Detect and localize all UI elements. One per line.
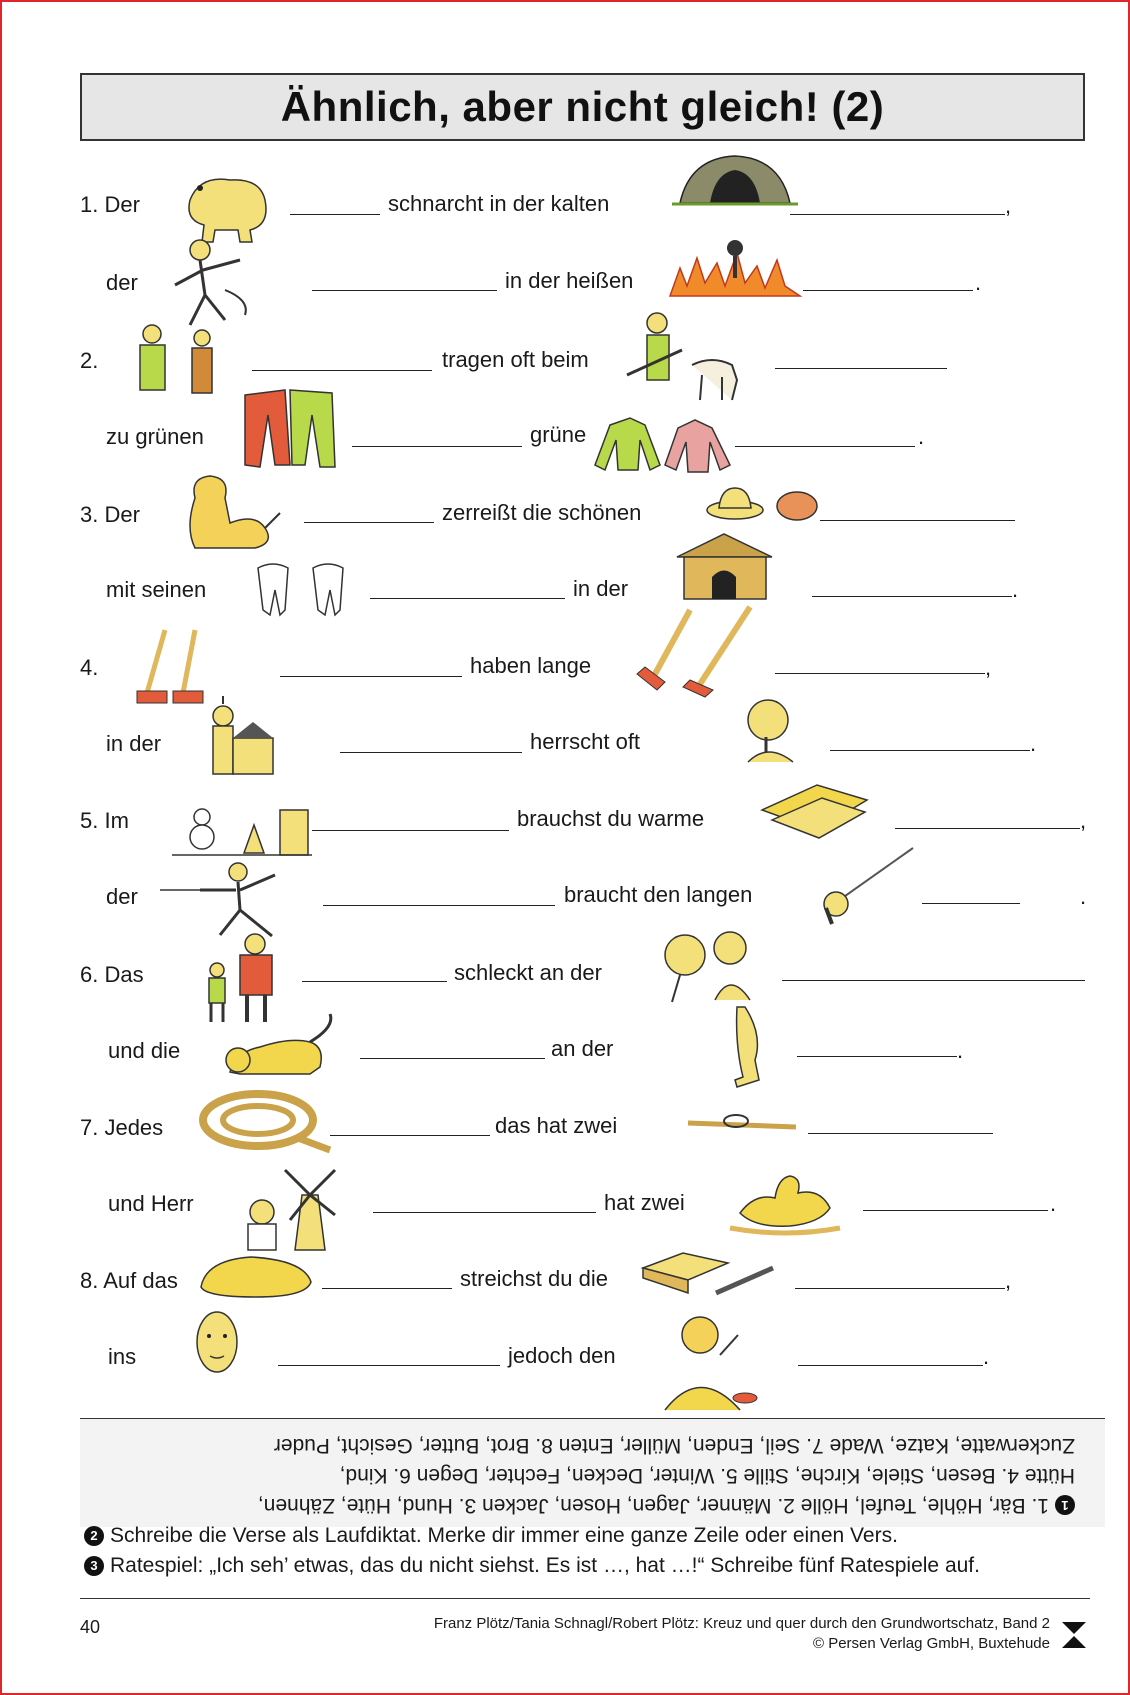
brooms-icon <box>135 625 215 710</box>
cave-icon <box>670 148 800 208</box>
ex5-blank-a[interactable] <box>312 830 509 831</box>
two-men-icon <box>130 318 230 398</box>
solution-key-rotated <box>80 1419 1105 1527</box>
ex4-text-a: haben lange <box>470 653 592 678</box>
solution-line-3: Zuckerwatte, Katze, Wade 7. Seil, Enden, Müller, Enten 8. Brot, Butter, Gesicht, Puder <box>273 1434 1075 1457</box>
silence-person-icon <box>738 692 803 764</box>
ex2-number: 2. <box>80 348 99 373</box>
ex6-blank-a[interactable] <box>302 981 447 982</box>
ex2-blank-a[interactable] <box>252 370 432 371</box>
fencer-icon <box>160 860 300 940</box>
ex8-text-a: streichst du die <box>460 1266 608 1291</box>
jackets-icon <box>590 410 740 480</box>
solution-key-box <box>80 1418 1105 1527</box>
ex7-cont: und Herr <box>108 1191 194 1216</box>
ex2-text-b: grüne <box>530 422 587 447</box>
ex1-text-a: schnarcht in der kalten <box>388 191 610 216</box>
persen-logo-icon <box>1060 1620 1088 1650</box>
ex8-punct-a: , <box>1005 1268 1012 1293</box>
ex1-blank-a[interactable] <box>290 214 380 215</box>
task-2 <box>84 1524 898 1548</box>
task-2-marker: 2 <box>84 1526 104 1546</box>
ex3-punct-b: . <box>1012 577 1019 602</box>
ex8-blank-b[interactable] <box>278 1365 500 1366</box>
ex7-text-a: das hat zwei <box>495 1113 618 1138</box>
butter-knife-icon <box>638 1238 778 1303</box>
ex4-blank-b[interactable] <box>340 752 522 753</box>
ex2-text-a: tragen oft beim <box>442 347 589 372</box>
ex1-blank-a2[interactable] <box>790 214 1005 215</box>
ex4-blank-a[interactable] <box>280 676 462 677</box>
solution-text-1: 1. Bär, Höhle, Teufel, Hölle 2. Männer, Jagen, Hosen, Jacken 3. Hund, Hüte, Zähnen, <box>257 1494 1049 1517</box>
page-title: Ähnlich, aber nicht gleich! (2) <box>280 83 885 130</box>
child-and-adult-icon <box>195 930 280 1025</box>
ex5-blank-b2[interactable] <box>922 903 1020 904</box>
ex7-text-b: hat zwei <box>604 1190 685 1215</box>
church-icon <box>205 690 277 778</box>
ex4-blank-b2[interactable] <box>830 750 1030 751</box>
ex4-text-b: herrscht oft <box>530 729 641 754</box>
ex4-number: 4. <box>80 655 99 680</box>
ex8-text-b: jedoch den <box>508 1343 616 1368</box>
task-2-text: Schreibe die Verse als Laufdiktat. Merke dir immer eine ganze Zeile oder einen Vers. <box>110 1524 898 1547</box>
ex6-text-b: an der <box>551 1036 614 1061</box>
ex8-cont: ins <box>108 1344 137 1369</box>
ex4-cont: in der <box>106 731 162 756</box>
ex3-text-a: zerreißt die schönen <box>442 500 642 525</box>
dog-icon <box>175 468 285 553</box>
ex3-number: 3. Der <box>80 502 140 527</box>
title-box <box>80 73 1085 141</box>
ex8-blank-a2[interactable] <box>795 1288 1005 1289</box>
ex6-cont: und die <box>108 1038 181 1063</box>
ex7-punct-b: . <box>1050 1191 1057 1216</box>
hunter-with-dog-icon <box>622 305 752 405</box>
ex6-punct-b: . <box>957 1038 964 1063</box>
hats-icon <box>705 478 825 523</box>
ex5-blank-b[interactable] <box>323 905 555 906</box>
solution-marker: 1 <box>1055 1495 1075 1515</box>
page-number: 40 <box>80 1617 101 1637</box>
ex1-blank-b2[interactable] <box>803 290 973 291</box>
footer-divider <box>80 1598 1090 1599</box>
credit-publisher: © Persen Verlag GmbH, Buxtehude <box>812 1635 1050 1652</box>
bread-icon <box>196 1252 316 1300</box>
teeth-icon <box>255 560 350 620</box>
ex8-number: 8. Auf das <box>80 1268 178 1293</box>
ex3-blank-b[interactable] <box>370 598 565 599</box>
dog-house-icon <box>672 532 777 602</box>
ex5-punct-b: . <box>1080 884 1087 909</box>
ex8-punct-b: . <box>983 1344 990 1369</box>
task-3-marker: 3 <box>84 1556 104 1576</box>
ex1-punct-a: , <box>1005 193 1012 218</box>
ex3-cont: mit seinen <box>106 577 207 602</box>
ex3-text-b: in der <box>573 576 629 601</box>
ex7-blank-a2[interactable] <box>808 1133 993 1134</box>
ex1-cont: der <box>106 270 138 295</box>
ex7-blank-a[interactable] <box>330 1135 490 1136</box>
ex2-blank-a2[interactable] <box>775 368 947 369</box>
ex8-blank-a[interactable] <box>322 1288 452 1289</box>
ex6-text-a: schleckt an der <box>454 960 602 985</box>
credit-authors: Franz Plötz/Tania Schnagl/Robert Plötz: Kreuz und quer durch den Grundwortschatz, Band 2 <box>433 1615 1050 1632</box>
ex5-number: 5. Im <box>80 808 129 833</box>
task-3-text: Ratespiel: „Ich seh’ etwas, das du nicht siehst. Es ist …, hat …!“ Schreibe fünf Ratespiele auf. <box>110 1554 980 1577</box>
ex2-punct-b: . <box>918 424 925 449</box>
ex6-number: 6. Das <box>80 962 144 987</box>
devil-figure-icon <box>165 230 260 330</box>
ex7-blank-b2[interactable] <box>863 1210 1048 1211</box>
solution-line-1 <box>258 1493 1075 1517</box>
ex3-blank-a2[interactable] <box>820 520 1015 521</box>
ex2-blank-b[interactable] <box>352 446 522 447</box>
ex6-blank-a2[interactable] <box>782 980 1085 981</box>
ex4-punct-a: , <box>985 655 992 680</box>
ex1-number: 1. Der <box>80 192 140 217</box>
leg-calf-icon <box>725 1005 780 1090</box>
ex2-blank-b2[interactable] <box>735 446 915 447</box>
solution-line-2: Hütte 4. Besen, Stiele, Kirche, Stille 5. Winter, Decken, Fechter, Degen 6. Kind, <box>339 1464 1075 1487</box>
task-3 <box>84 1554 980 1578</box>
ducks-icon <box>730 1158 840 1233</box>
ex3-blank-b2[interactable] <box>812 596 1012 597</box>
hell-fire-icon <box>665 228 805 298</box>
rope-ends-icon <box>686 1105 798 1135</box>
miller-windmill-icon <box>240 1160 340 1252</box>
winter-scene-icon <box>172 795 312 857</box>
cat-icon <box>220 1012 342 1082</box>
ex2-cont: zu grünen <box>106 424 204 449</box>
trousers-icon <box>240 385 340 470</box>
ex6-blank-b[interactable] <box>360 1058 545 1059</box>
ex5-text-a: brauchst du warme <box>517 806 705 831</box>
ex8-blank-b2[interactable] <box>798 1365 983 1366</box>
ex5-cont: der <box>106 884 138 909</box>
ex3-blank-a[interactable] <box>304 522 434 523</box>
ex7-number: 7. Jedes <box>80 1115 164 1140</box>
ex5-text-b: braucht den langen <box>564 882 753 907</box>
face-icon <box>194 1308 240 1376</box>
powder-woman-icon <box>660 1310 770 1412</box>
ex7-blank-b[interactable] <box>373 1212 596 1213</box>
sword-icon <box>818 846 918 926</box>
ex1-punct-b: . <box>975 270 982 295</box>
rope-coil-icon <box>198 1090 333 1155</box>
blankets-icon <box>757 780 872 840</box>
ex5-blank-a2[interactable] <box>895 828 1080 829</box>
footer-credit <box>434 1614 1050 1654</box>
ex5-punct-a: , <box>1080 808 1087 833</box>
ex1-text-b: in der heißen <box>505 268 634 293</box>
ex1-blank-b[interactable] <box>312 290 497 291</box>
ex4-blank-a2[interactable] <box>775 673 985 674</box>
ex6-blank-b2[interactable] <box>797 1056 957 1057</box>
broom-handles-icon <box>635 602 760 697</box>
cotton-candy-icon <box>650 920 755 1005</box>
ex4-punct-b: . <box>1030 731 1037 756</box>
